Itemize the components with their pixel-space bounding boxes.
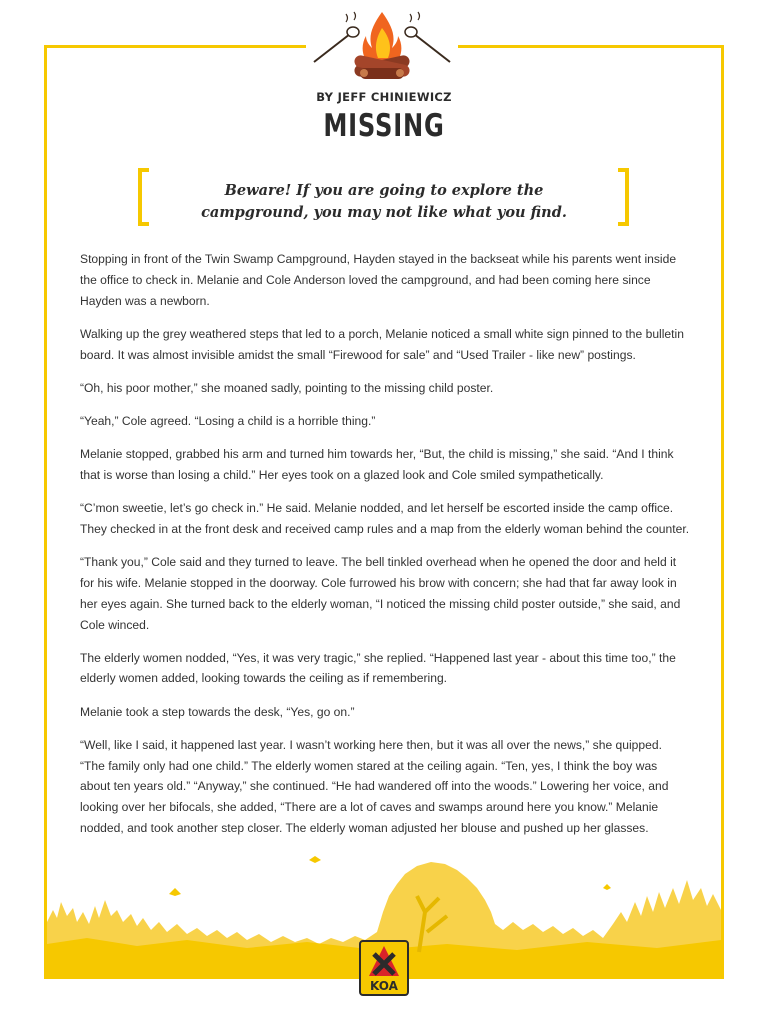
story-paragraph: “C’mon sweetie, let’s go check in.” He said. Melanie nodded, and let herself be escorted inside the camp office. They checked in at the front desk and received camp rules and a map from the elderly woman behind the counter. (80, 501, 690, 536)
left-bracket-decoration (137, 168, 151, 226)
campfire-icon (306, 8, 458, 84)
right-bracket-decoration (616, 168, 630, 226)
byline: BY JEFF CHINIEWICZ (316, 90, 452, 104)
koa-logo (359, 940, 409, 996)
story-subtitle (184, 180, 584, 224)
subtitle-line: Beware! If you are going to explore the (224, 182, 544, 199)
subtitle-line: campground, you may not like what you find. (201, 204, 567, 221)
story-paragraph: “Oh, his poor mother,” she moaned sadly, pointing to the missing child poster. (80, 380, 494, 395)
story-paragraph: “Yeah,” Cole agreed. “Losing a child is a horrible thing.” (80, 413, 376, 428)
story-paragraph: Stopping in front of the Twin Swamp Campground, Hayden stayed in the backseat while his parents went inside the office to check in. Melanie and Cole Anderson loved the campground, and had been coming here since Hayden was a newborn. (80, 252, 677, 308)
story-title: MISSING (323, 108, 445, 144)
story-paragraph: Melanie stopped, grabbed his arm and turned him towards her, “But, the child is missing,” she said. “And I think that is worse than losing a child.” Her eyes took on a glazed look and Cole smiled sympathetically. (80, 447, 674, 482)
story-paragraph: Melanie took a step towards the desk, “Yes, go on.” (80, 704, 355, 719)
story-paragraph: “Well, like I said, it happened last year. I wasn’t working here then, but it was all over the news,” she quipped. “The family only had one child.” The elderly women stared at the ceiling again. “Ten, yes, I think the boy was about ten years old.” “Anyway,” she continued. “He had wandered off into the woods.” Lowering her voice, and looking over her bifocals, she added, “There are a lot of caves and swamps around here you know.” Melanie nodded, and took another step closer. The elderly woman adjusted her blouse and pushed up her glasses. (80, 737, 669, 836)
koa-logo-text: KOA (370, 979, 398, 993)
story-paragraph: The elderly women nodded, “Yes, it was very tragic,” she replied. “Happened last year - about this time too,” the elderly women added, looking towards the ceiling as if remembering. (80, 650, 676, 686)
story-paragraph: “Thank you,” Cole said and they turned to leave. The bell tinkled overhead when he opened the door and held it for his wife. Melanie stopped in the doorway. Cole furrowed his brow with concern; she had that far away look in her eyes again. She turned back to the elderly woman, “I noticed the missing child poster outside,” she said, and Cole winced. (80, 555, 681, 632)
story-body (80, 249, 690, 851)
story-paragraph: Walking up the grey weathered steps that led to a porch, Melanie noticed a small white sign pinned to the bulletin board. It was almost invisible amidst the small “Firewood for sale” and “Used Trailer - like new” postings. (80, 326, 684, 362)
